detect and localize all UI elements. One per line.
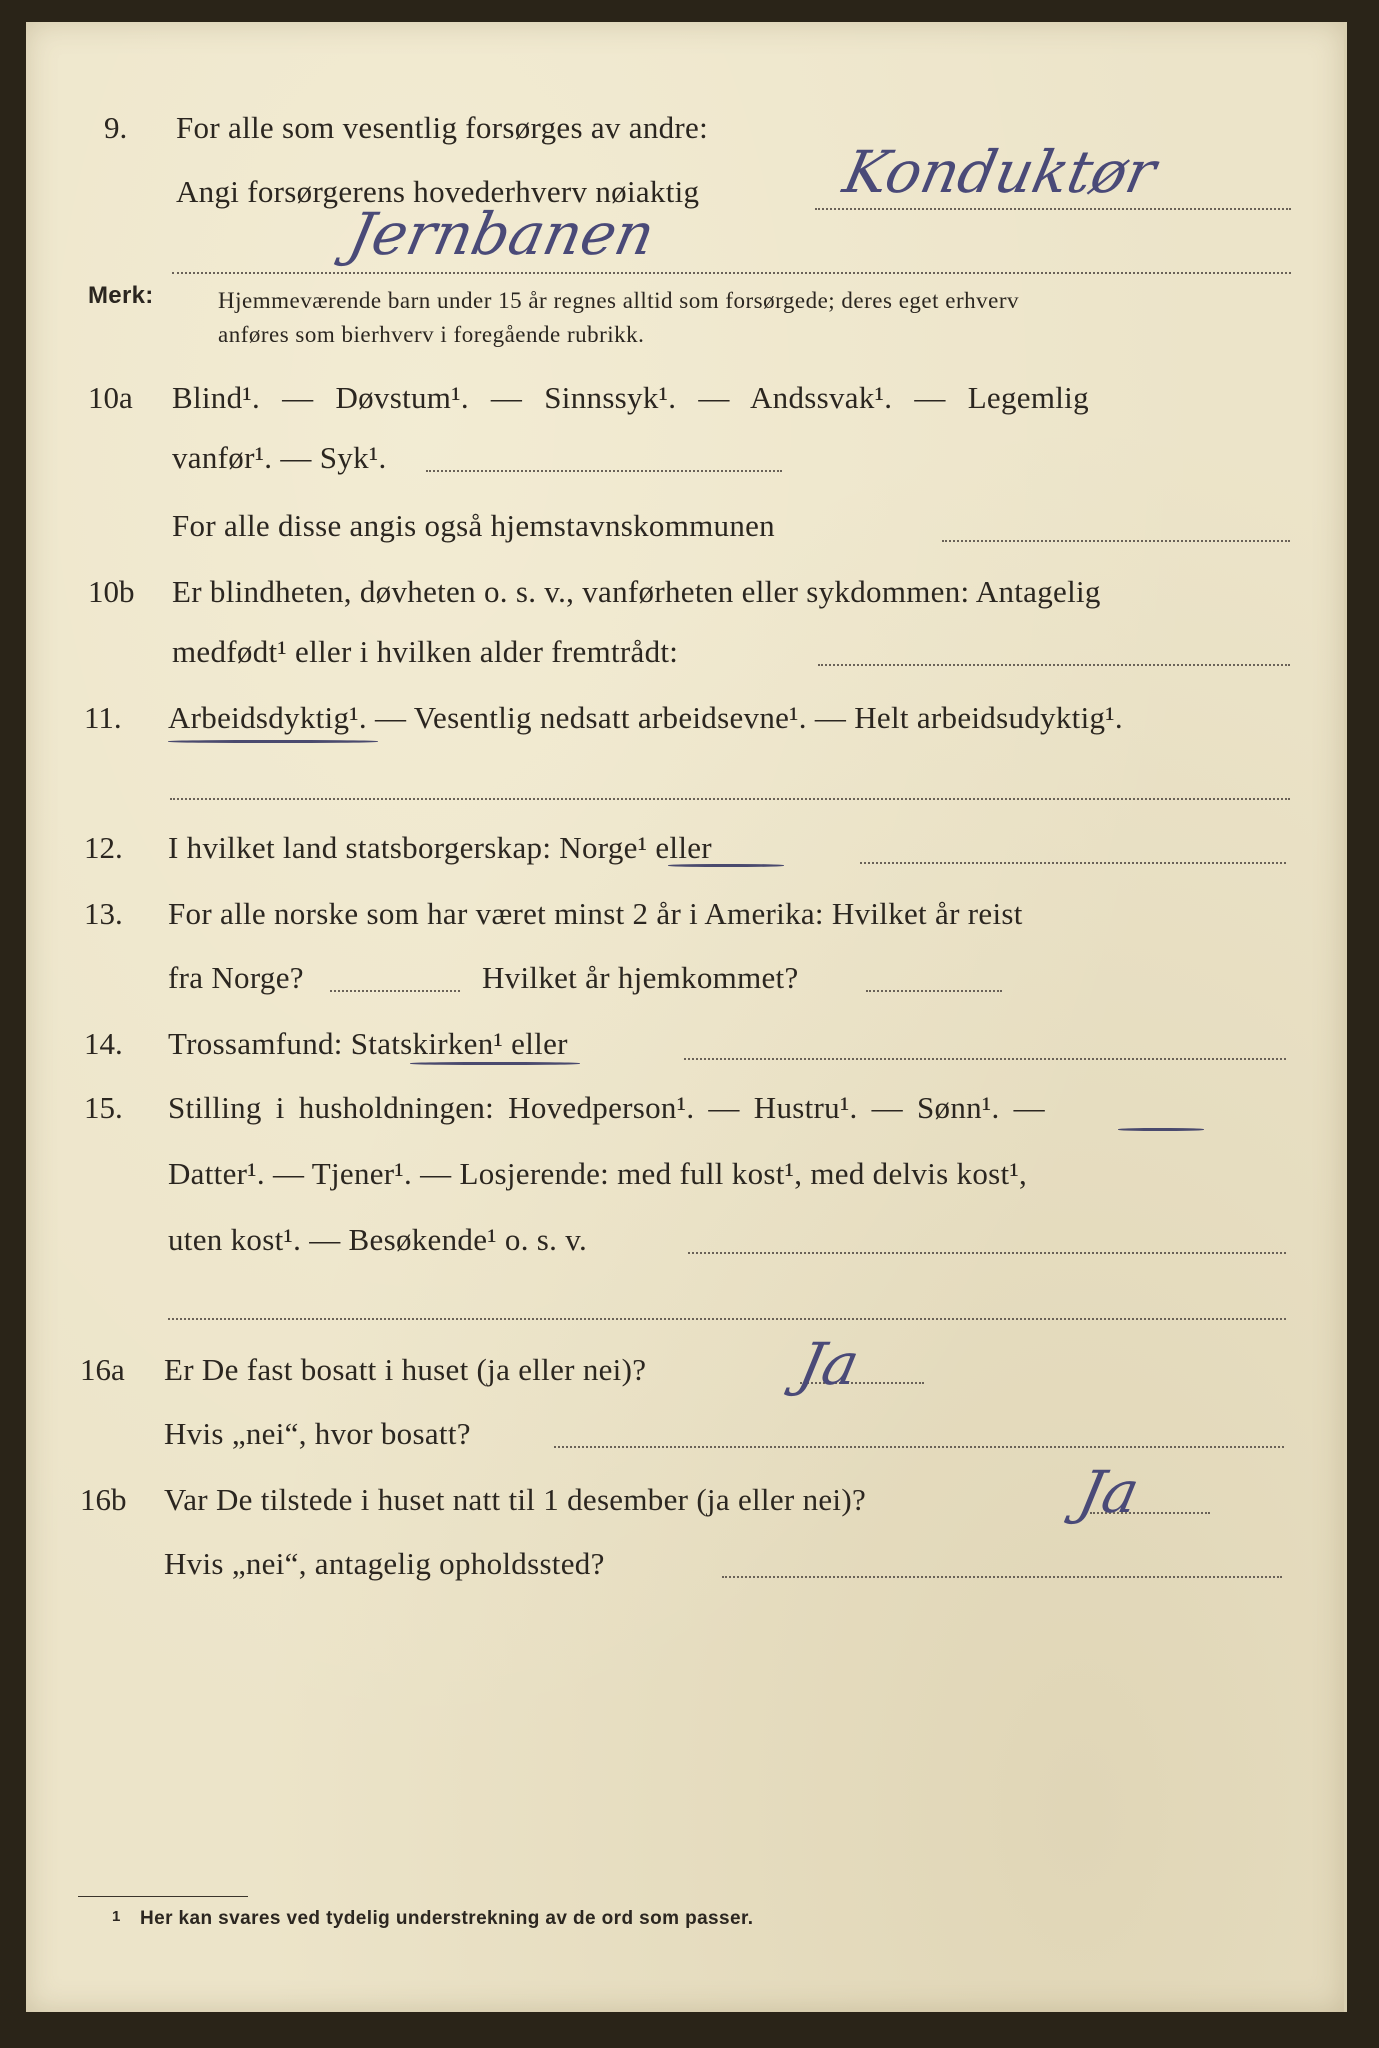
q14-answer-line (684, 1058, 1286, 1060)
q11-underline-arbeidsdyktig (168, 740, 378, 743)
q10a-kommune-line (942, 540, 1290, 542)
q9-line1: For alle som vesentlig forsørges av andre: (176, 110, 709, 145)
q16b-line1: Var De tilstede i huset natt til 1 desember (ja eller nei)? (164, 1482, 867, 1517)
q13-line2a: fra Norge? (168, 960, 304, 995)
q13-reist-line (330, 990, 460, 992)
q12-answer-line (860, 862, 1286, 864)
q10a-line2: vanfør¹. — Syk¹. (172, 440, 387, 475)
footnote-separator (78, 1896, 248, 1897)
q16a-line2: Hvis „nei“, hvor bosatt? (164, 1416, 471, 1451)
q16b-opholdssted-line (722, 1576, 1282, 1578)
q9-answer-line2 (172, 272, 1291, 274)
q14-number: 14. (84, 1026, 123, 1061)
q13-number: 13. (84, 896, 123, 931)
q10b-line1: Er blindheten, døvheten o. s. v., vanførheten eller sykdommen: Antagelig (172, 574, 1101, 609)
footnote-mark: 1 (112, 1908, 121, 1925)
q13-hjemkommet-line (866, 990, 1002, 992)
q12-number: 12. (84, 830, 123, 865)
q10a-line3: For alle disse angis også hjemstavnskommunen (172, 508, 775, 543)
q15-number: 15. (84, 1090, 123, 1125)
footnote-text: Her kan svares ved tydelig understrekning av de ord som passer. (140, 1908, 754, 1929)
q16a-bosatt-line (554, 1446, 1284, 1448)
merk-line2: anføres som bierhverv i foregående rubrikk. (218, 322, 645, 347)
census-form-page (26, 22, 1347, 2012)
q9-answer-line1 (815, 208, 1291, 210)
q15-line3: uten kost¹. — Besøkende¹ o. s. v. (168, 1222, 588, 1257)
q15-underline-sonn (1118, 1128, 1204, 1131)
q13-line1: For alle norske som har været minst 2 år i Amerika: Hvilket år reist (168, 896, 1023, 931)
q12-line1: I hvilket land statsborgerskap: Norge¹ eller (168, 830, 712, 865)
q15-line2: Datter¹. — Tjener¹. — Losjerende: med full kost¹, med delvis kost¹, (168, 1156, 1028, 1191)
q15-answer-line (688, 1252, 1286, 1254)
merk-line1: Hjemmeværende barn under 15 år regnes alltid som forsørgede; deres eget erhverv (218, 288, 1019, 313)
q16b-line2: Hvis „nei“, antagelig opholdssted? (164, 1546, 605, 1581)
merk-label: Merk: (88, 282, 154, 309)
q11-answer-line (170, 798, 1290, 800)
q10a-line1: Blind¹. — Døvstum¹. — Sinnssyk¹. — Andssvak¹. — Legemlig (172, 380, 1089, 415)
q14-underline-statskirken (410, 1062, 580, 1065)
q9-handwritten-occupation: Konduktør (837, 138, 1162, 206)
q11-number: 11. (84, 700, 122, 735)
q16a-line1: Er De fast bosatt i huset (ja eller nei)? (164, 1352, 647, 1387)
q9-line2: Angi forsørgerens hovederhverv nøiaktig (176, 174, 700, 209)
q10b-answer-line (818, 664, 1290, 666)
q16b-number: 16b (80, 1482, 127, 1517)
q12-underline-norge (668, 864, 784, 867)
q10b-number: 10b (88, 574, 135, 609)
q11-line1: Arbeidsdyktig¹. — Vesentlig nedsatt arbeidsevne¹. — Helt arbeidsudyktig¹. (168, 700, 1123, 735)
q9-handwritten-employer: Jernbanen (342, 200, 661, 268)
q15-line1: Stilling i husholdningen: Hovedperson¹. — Hustru¹. — Sønn¹. — (168, 1090, 1045, 1125)
q13-line2b: Hvilket år hjemkommet? (482, 960, 799, 995)
q15-answer-line2 (168, 1318, 1286, 1320)
q16a-number: 16a (80, 1352, 125, 1387)
q10a-answer-line (426, 470, 782, 472)
q16b-handwritten-answer: Ja (1072, 1458, 1146, 1526)
q14-line1: Trossamfund: Statskirken¹ eller (168, 1026, 568, 1061)
q9-number: 9. (104, 110, 128, 145)
q10a-number: 10a (88, 380, 133, 415)
q16a-handwritten-answer: Ja (792, 1330, 866, 1398)
q10b-line2: medfødt¹ eller i hvilken alder fremtrådt: (172, 634, 679, 669)
